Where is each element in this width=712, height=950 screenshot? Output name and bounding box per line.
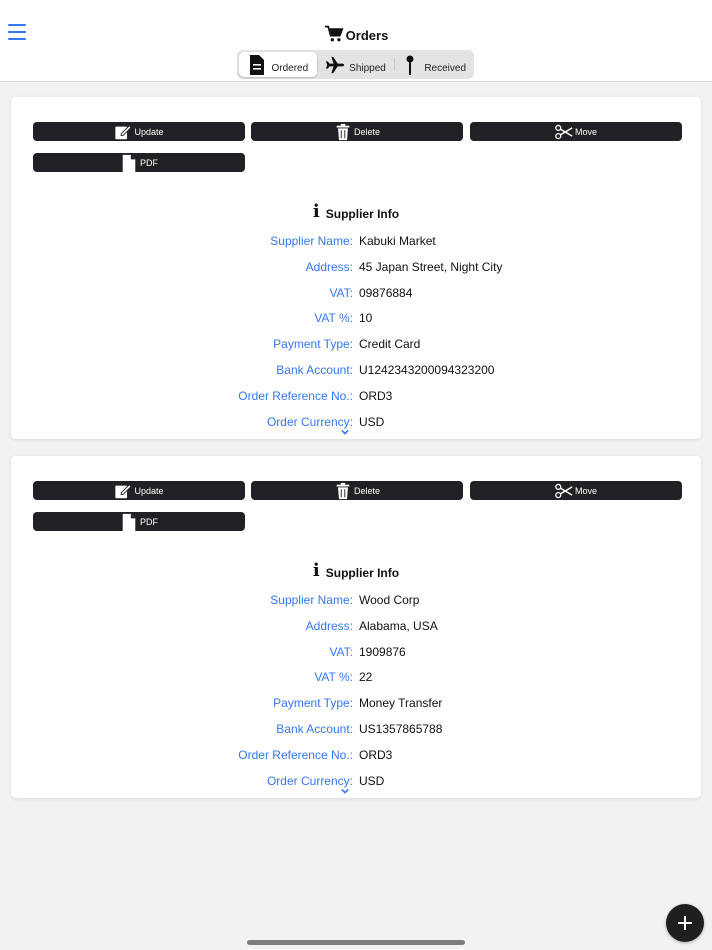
section-title: [11, 562, 701, 580]
info-row-payment-type: [11, 337, 701, 363]
field-label: Order Reference No.:: [238, 747, 353, 762]
pdf-button[interactable]: [33, 153, 245, 172]
field-value: 09876884: [359, 285, 413, 300]
field-value: Credit Card: [359, 337, 421, 352]
pdf-label: PDF: [140, 157, 158, 168]
delete-button[interactable]: [251, 122, 463, 141]
update-label: Update: [134, 126, 164, 137]
info-icon: i: [312, 201, 320, 222]
field-value: 22: [359, 670, 373, 685]
info-row-vat: [11, 645, 701, 671]
field-label: VAT %:: [314, 670, 353, 685]
field-value: USD: [359, 773, 385, 788]
field-value: ORD3: [359, 388, 393, 403]
document-icon: [120, 513, 138, 531]
field-label: Order Currency:: [266, 773, 353, 788]
page-title: [0, 25, 712, 43]
airplane-icon: [325, 54, 345, 76]
info-row-address: [11, 260, 701, 286]
move-button[interactable]: [470, 481, 682, 500]
tab-received[interactable]: [394, 52, 472, 77]
info-row-order-ref: [11, 389, 701, 415]
update-button[interactable]: [33, 122, 245, 141]
info-row-order-currency[interactable]: [11, 415, 701, 441]
delete-button[interactable]: [251, 481, 463, 500]
move-label: Move: [574, 485, 597, 496]
info-row-bank-account: [11, 722, 701, 748]
field-value: 10: [359, 311, 373, 326]
info-row-address: [11, 619, 701, 645]
info-row-vat: [11, 286, 701, 312]
field-value: Money Transfer: [359, 696, 443, 711]
cart-icon: [324, 25, 344, 43]
page-title-text: Orders: [345, 28, 389, 43]
field-label: Payment Type:: [273, 696, 353, 711]
section-title: [11, 203, 701, 221]
field-label: Address:: [305, 259, 353, 274]
document-icon: [120, 154, 138, 172]
edit-icon: [114, 123, 132, 141]
section-title-text: Supplier Info: [325, 207, 400, 221]
tab-ordered[interactable]: [239, 52, 317, 77]
section-title-text: Supplier Info: [325, 566, 400, 580]
info-icon: i: [312, 560, 320, 581]
field-value: 1909876: [359, 644, 406, 659]
field-label: Bank Account:: [276, 362, 353, 377]
field-label: Order Reference No.:: [238, 388, 353, 403]
top-bar: [0, 0, 712, 82]
update-label: Update: [134, 485, 164, 496]
delete-label: Delete: [353, 485, 380, 496]
info-row-vat-pct: [11, 311, 701, 337]
field-value: Alabama, USA: [359, 618, 438, 633]
pdf-label: PDF: [140, 516, 158, 527]
info-row-vat-pct: [11, 670, 701, 696]
delete-label: Delete: [353, 126, 380, 137]
home-indicator: [247, 940, 465, 945]
edit-icon: [114, 482, 132, 500]
order-card: [11, 456, 701, 798]
field-value: ORD3: [359, 747, 393, 762]
field-label: VAT:: [329, 285, 353, 300]
status-tabs: [237, 50, 474, 79]
pin-icon: [400, 54, 420, 76]
order-card: [11, 97, 701, 439]
field-value: Wood Corp: [359, 593, 420, 607]
supplier-info-list: [11, 593, 701, 799]
trash-icon: [334, 482, 352, 500]
tab-ordered-label: Ordered: [271, 63, 309, 74]
chevron-down-icon[interactable]: [341, 787, 349, 795]
tab-shipped[interactable]: [317, 52, 395, 77]
field-label: Order Currency:: [266, 414, 353, 429]
field-label: Payment Type:: [273, 337, 353, 352]
field-value: USD: [359, 414, 385, 429]
move-button[interactable]: [470, 122, 682, 141]
move-label: Move: [574, 126, 597, 137]
info-row-payment-type: [11, 696, 701, 722]
field-label: VAT:: [329, 644, 353, 659]
document-icon: [247, 54, 267, 76]
info-row-supplier-name: [11, 234, 701, 260]
scissors-icon: [555, 123, 573, 141]
field-label: VAT %:: [314, 311, 353, 326]
tab-received-label: Received: [424, 63, 467, 74]
field-value: U1242343200094323200: [359, 362, 495, 377]
pdf-button[interactable]: [33, 512, 245, 531]
info-row-supplier-name: [11, 593, 701, 619]
field-value: 45 Japan Street, Night City: [359, 259, 503, 274]
trash-icon: [334, 123, 352, 141]
add-order-button[interactable]: [666, 904, 704, 942]
field-label: Supplier Name:: [270, 593, 353, 607]
update-button[interactable]: [33, 481, 245, 500]
scissors-icon: [555, 482, 573, 500]
info-row-order-ref: [11, 748, 701, 774]
info-row-order-currency[interactable]: [11, 774, 701, 800]
field-value: US1357865788: [359, 721, 443, 736]
field-label: Bank Account:: [276, 721, 353, 736]
chevron-down-icon[interactable]: [341, 428, 349, 436]
field-label: Address:: [305, 618, 353, 633]
tab-shipped-label: Shipped: [349, 63, 386, 74]
supplier-info-list: [11, 234, 701, 440]
field-value: Kabuki Market: [359, 234, 436, 248]
info-row-bank-account: [11, 363, 701, 389]
plus-icon: [677, 915, 693, 931]
field-label: Supplier Name:: [270, 234, 353, 248]
